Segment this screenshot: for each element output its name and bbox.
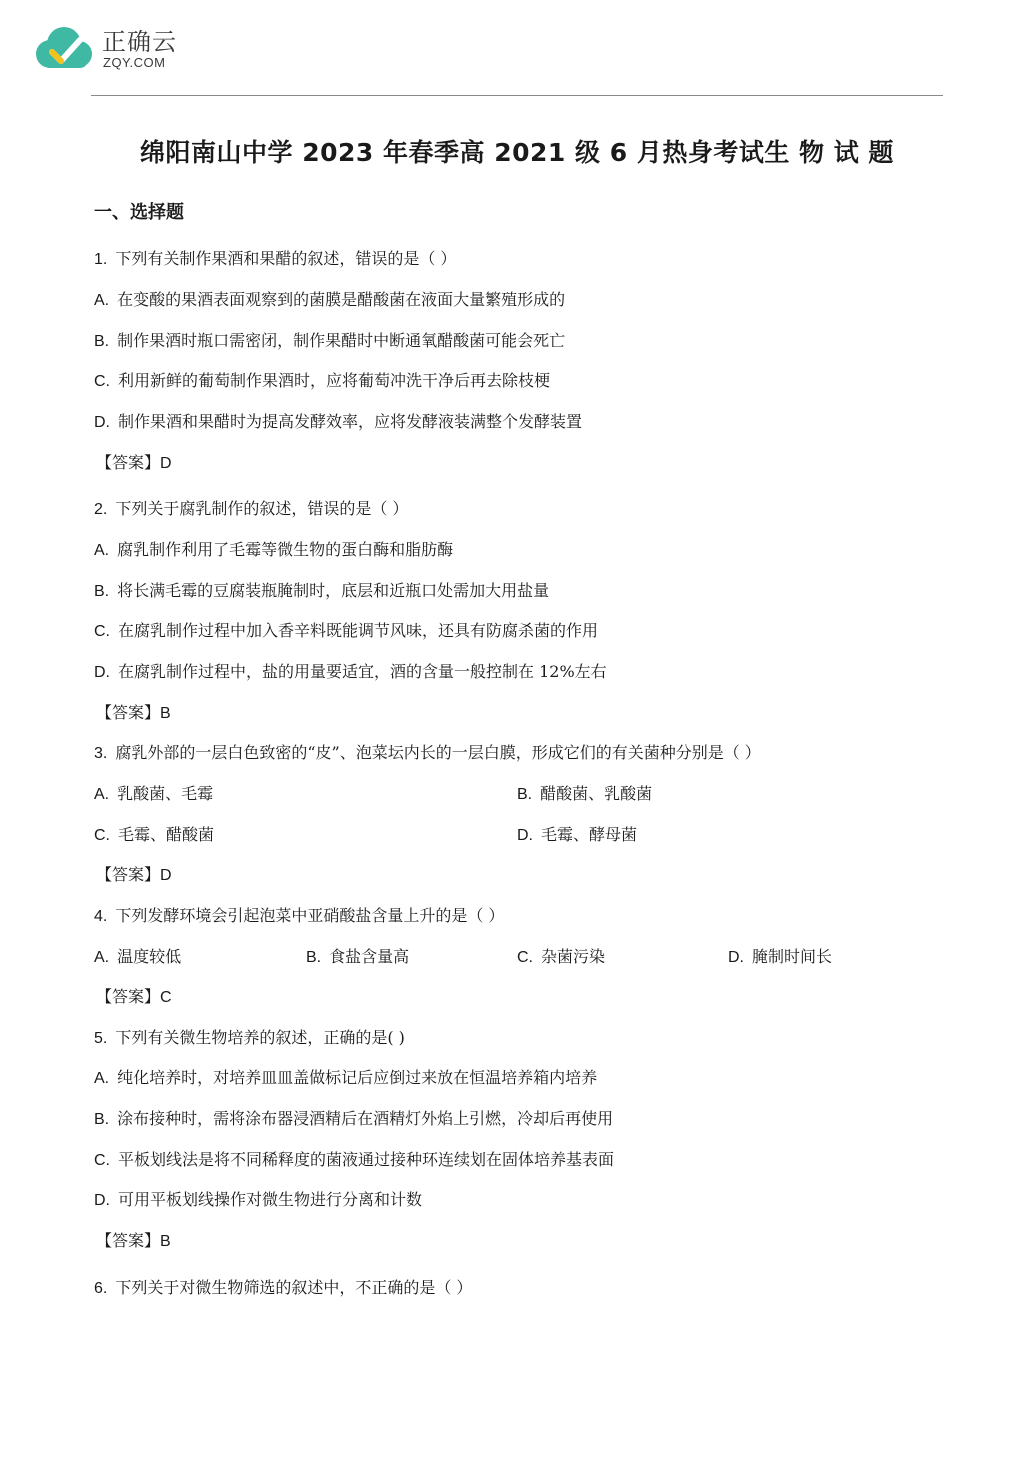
option-label: A. (94, 292, 110, 309)
question-text: 下列发酵环境会引起泡菜中亚硝酸盐含量上升的是（ ） (115, 906, 505, 925)
option-text: 在腐乳制作过程中，盐的用量要适宜，酒的含量一般控制在 12%左右 (118, 662, 607, 681)
option-item (94, 410, 582, 435)
option-item (94, 1066, 597, 1091)
option-text: 平板划线法是将不同稀释度的菌液通过接种环连续划在固体培养基表面 (118, 1150, 615, 1169)
question-stem (94, 247, 456, 272)
answer-label: 【答案】 (96, 703, 161, 722)
question-stem (94, 1276, 472, 1301)
answer-line (96, 985, 172, 1010)
option-item (94, 1107, 613, 1132)
option-item (94, 782, 213, 807)
option-text: 利用新鲜的葡萄制作果酒时，应将葡萄冲洗干净后再去除枝梗 (118, 371, 551, 390)
cloud-check-icon (30, 24, 96, 74)
option-label: B. (306, 949, 322, 966)
option-text: 杂菌污染 (541, 947, 606, 966)
logo-name: 正确云 (102, 28, 177, 56)
option-text: 乳酸菌、毛霉 (117, 784, 214, 803)
option-label: D. (94, 414, 110, 431)
option-label: A. (94, 949, 110, 966)
option-item (94, 660, 607, 685)
option-label: C. (94, 1152, 110, 1169)
answer-value: B (160, 705, 171, 722)
option-item (94, 329, 565, 354)
question-stem (94, 904, 504, 929)
option-text: 毛霉、醋酸菌 (118, 825, 215, 844)
option-label: A. (94, 786, 110, 803)
answer-value: D (160, 455, 172, 472)
option-item (94, 579, 549, 604)
answer-line (96, 451, 172, 476)
answer-line (96, 701, 171, 726)
question-text: 下列关于对微生物筛选的叙述中，不正确的是（ ） (115, 1278, 473, 1297)
option-label: C. (517, 949, 533, 966)
option-item (94, 823, 214, 848)
question-text: 下列有关微生物培养的叙述，正确的是( ) (115, 1028, 405, 1047)
option-text: 在变酸的果酒表面观察到的菌膜是醋酸菌在液面大量繁殖形成的 (117, 290, 566, 309)
option-label: B. (94, 333, 110, 350)
question-number: 4. (94, 908, 108, 925)
option-item (517, 782, 652, 807)
answer-value: C (160, 989, 172, 1006)
option-label: C. (94, 827, 110, 844)
answer-value: B (160, 1233, 171, 1250)
option-item (94, 1148, 614, 1173)
header-divider (91, 95, 943, 96)
option-item (306, 945, 409, 970)
question-stem (94, 497, 408, 522)
option-item (94, 619, 598, 644)
option-label: C. (94, 373, 110, 390)
option-label: B. (94, 1111, 110, 1128)
question-number: 3. (94, 745, 108, 762)
option-text: 醋酸菌、乳酸菌 (540, 784, 653, 803)
question-stem (94, 741, 761, 766)
option-item (517, 823, 637, 848)
question-number: 6. (94, 1280, 108, 1297)
option-item (94, 538, 453, 563)
option-text: 可用平板划线操作对微生物进行分离和计数 (118, 1190, 423, 1209)
question-number: 5. (94, 1030, 108, 1047)
option-label: B. (94, 583, 110, 600)
answer-value: D (160, 867, 172, 884)
option-text: 纯化培养时，对培养皿皿盖做标记后应倒过来放在恒温培养箱内培养 (117, 1068, 598, 1087)
question-number: 2. (94, 501, 108, 518)
section-heading: 一、选择题 (94, 202, 184, 223)
option-text: 腌制时间长 (752, 947, 833, 966)
option-item (94, 369, 550, 394)
option-label: A. (94, 542, 110, 559)
option-label: D. (517, 827, 533, 844)
option-text: 食盐含量高 (329, 947, 410, 966)
option-text: 在腐乳制作过程中加入香辛料既能调节风味，还具有防腐杀菌的作用 (118, 621, 599, 640)
logo-domain: ZQY.COM (103, 55, 166, 70)
option-text: 毛霉、酵母菌 (541, 825, 638, 844)
option-text: 将长满毛霉的豆腐装瓶腌制时，底层和近瓶口处需加大用盐量 (117, 581, 550, 600)
option-item (94, 945, 181, 970)
option-text: 制作果酒时瓶口需密闭，制作果醋时中断通氧醋酸菌可能会死亡 (117, 331, 566, 350)
question-number: 1. (94, 251, 108, 268)
answer-label: 【答案】 (96, 865, 161, 884)
question-text: 下列有关制作果酒和果醋的叙述，错误的是（ ） (115, 249, 457, 268)
answer-label: 【答案】 (96, 1231, 161, 1250)
option-item (728, 945, 832, 970)
option-label: C. (94, 623, 110, 640)
option-label: D. (94, 664, 110, 681)
site-logo[interactable] (30, 24, 230, 76)
option-label: D. (94, 1192, 110, 1209)
option-item (94, 1188, 422, 1213)
page-title: 绵阳南山中学 2023 年春季高 2021 级 6 月热身考试生 物 试 题 (140, 138, 894, 167)
question-text: 下列关于腐乳制作的叙述，错误的是（ ） (115, 499, 409, 518)
option-text: 温度较低 (117, 947, 182, 966)
answer-line (96, 863, 172, 888)
question-text: 腐乳外部的一层白色致密的“皮”、泡菜坛内长的一层白膜，形成它们的有关菌种分别是（ ） (115, 743, 761, 762)
option-text: 制作果酒和果醋时为提高发酵效率，应将发酵液装满整个发酵装置 (118, 412, 583, 431)
option-item (94, 288, 565, 313)
option-label: A. (94, 1070, 110, 1087)
option-label: B. (517, 786, 533, 803)
option-label: D. (728, 949, 744, 966)
answer-line (96, 1229, 171, 1254)
answer-label: 【答案】 (96, 453, 161, 472)
question-stem (94, 1026, 405, 1051)
answer-label: 【答案】 (96, 987, 161, 1006)
option-text: 涂布接种时，需将涂布器浸酒精后在酒精灯外焰上引燃，冷却后再使用 (117, 1109, 614, 1128)
option-text: 腐乳制作利用了毛霉等微生物的蛋白酶和脂肪酶 (117, 540, 454, 559)
option-item (517, 945, 605, 970)
